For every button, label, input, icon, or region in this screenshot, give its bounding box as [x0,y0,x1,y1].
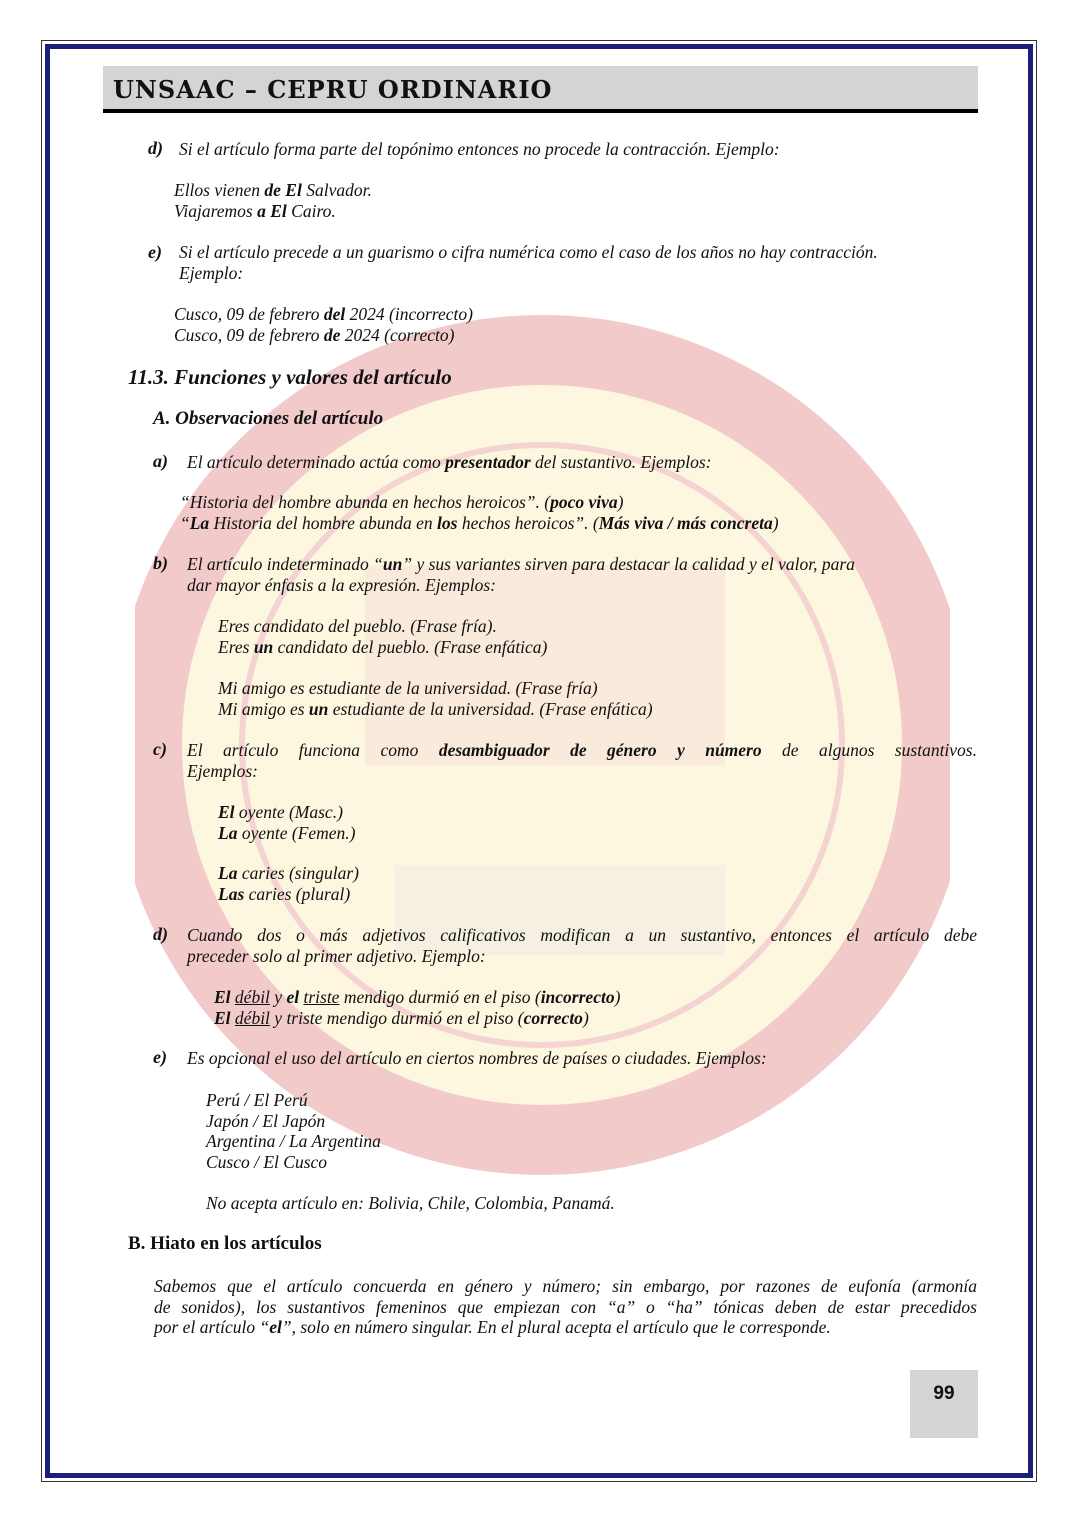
text-line [187,740,977,761]
text-run: y [269,987,287,1007]
section-title: 11.3. Funciones y valores del artículo [128,365,452,389]
item-label: b) [153,553,168,573]
text-line [180,513,779,534]
text-run: Ejemplos: [187,760,258,781]
text-line [206,1090,381,1111]
item-text [187,1048,767,1069]
text-line [218,637,547,658]
text-run: caries (singular) [237,863,359,883]
text-line [187,452,711,473]
text-run: hechos heroicos”. ( [457,512,599,533]
text-line [218,699,653,720]
text-run: 2024 (correcto) [340,324,455,345]
text-line [206,1193,615,1214]
bold-text: incorrecto [540,987,615,1007]
text-run: y triste mendigo durmió en el piso ( [269,1007,524,1028]
text-line [187,946,977,967]
text-run: candidato del pueblo. (Frase enfática) [273,636,548,657]
examples [174,304,473,345]
text-run: ) [614,987,621,1007]
text-line [154,1317,977,1338]
subsection-title: A. Observaciones del artículo [153,408,384,429]
bold-text: Las [218,883,245,904]
text-line [187,925,977,946]
bold-text: el [286,987,300,1007]
bold-text: correcto [523,1007,583,1028]
text-run: Perú / El Perú [206,1090,308,1110]
text-line [174,325,473,346]
examples [206,1090,381,1173]
bold-text: desambiguador de género y número [438,740,762,760]
text-run: preceder solo al primer adjetivo. Ejemplo: [187,945,486,966]
text-run: Cusco / El Cusco [206,1152,328,1173]
text-run: Eres [218,636,254,657]
text-run: Japón / El Japón [206,1110,326,1131]
bold-text: un [253,636,274,657]
text-line [179,263,878,284]
examples [218,863,359,904]
text-line [218,616,547,637]
text-run: dar mayor énfasis a la expresión. Ejemplos: [187,574,496,595]
bold-text: a El [257,200,287,221]
text-line [154,1276,977,1297]
text-line [218,678,653,699]
text-run: “ [180,512,190,533]
examples [218,802,356,843]
text-run: Sabemos que el artículo concuerda en género y número; sin embargo, por razones de eufonía (armonía [154,1276,977,1296]
bold-text: los [437,512,458,533]
item-label: e) [153,1047,167,1067]
item-text [187,740,977,781]
examples [218,678,653,719]
text-run: No acepta artículo en: Bolivia, Chile, Colombia, Panamá. [206,1193,615,1213]
text-line [187,554,855,575]
text-run: Cusco, 09 de febrero [174,304,324,324]
text-run: El artículo funciona como [187,740,439,760]
text-run: Historia del hombre abunda en [209,512,437,533]
text-run: por el artículo “ [154,1317,270,1338]
underlined-text: débil [234,987,270,1007]
item-label: a) [153,451,168,471]
text-run: Si el artículo forma parte del topónimo entonces no procede la contracción. Ejemplo: [179,139,780,159]
header-title: UNSAAC – CEPRU ORDINARIO [113,75,553,104]
text-line [214,987,620,1008]
text-run: de algunos sustantivos. [761,740,977,760]
text-line [174,201,372,222]
text-line [187,761,977,782]
note [206,1193,615,1214]
bold-text: presentador [445,452,531,472]
text-run: 2024 (incorrecto) [345,304,473,324]
text-run: ) [617,492,624,512]
text-line [218,823,356,844]
examples [214,987,620,1028]
text-line [218,884,359,905]
text-run: oyente (Femen.) [237,822,356,843]
bold-text: un [382,554,403,574]
text-run: Ellos vienen [174,180,265,200]
bold-text: de [323,324,341,345]
text-run: de sonidos), los sustantivos femeninos que empiezan con “a” o “ha” tónicas deben de estar precedidos [154,1296,977,1317]
item-text [187,554,855,595]
text-run: ) [772,512,779,533]
text-run: Eres candidato del pueblo. (Frase fría). [218,616,497,636]
bold-text: poco viva [550,492,618,512]
text-run: Ejemplo: [179,262,244,283]
text-run: Si el artículo precede a un guarismo o cifra numérica como el caso de los años no hay contracción. [179,242,878,262]
item-text [187,925,977,966]
bold-text: La [189,512,210,533]
underlined-text: débil [234,1007,270,1028]
bold-text: El [214,1007,231,1028]
bold-text: de El [264,180,302,200]
bold-text: El [218,802,235,822]
item-label: c) [153,739,167,759]
text-run: Cuando dos o más adjetivos calificativos modifican a un sustantivo, entonces el artículo debe [187,925,977,945]
text-run: del sustantivo. Ejemplos: [530,452,712,472]
text-line [214,1008,620,1029]
text-line [154,1297,977,1318]
text-line [206,1131,381,1152]
item-text [187,452,711,473]
text-run: El artículo determinado actúa como [187,452,446,472]
text-run: “Historia del hombre abunda en hechos heroicos”. ( [180,492,551,512]
text-line [180,492,779,513]
underlined-text: triste [303,987,340,1007]
text-run: ”, solo en número singular. En el plural acepta el artículo que le corresponde. [281,1317,831,1338]
bold-text: La [218,822,238,843]
examples [180,492,779,533]
examples [218,616,547,657]
text-run: Viajaremos [174,200,258,221]
text-run: Mi amigo es estudiante de la universidad. (Frase fría) [218,678,598,698]
bold-text: del [323,304,346,324]
text-run: El artículo indeterminado “ [187,554,383,574]
text-run: estudiante de la universidad. (Frase enfática) [328,698,653,719]
text-line [218,863,359,884]
text-line [179,139,780,160]
text-run: Cusco, 09 de febrero [174,324,324,345]
text-run: Mi amigo es [218,698,309,719]
text-run: ” y sus variantes sirven para destacar la calidad y el valor, para [402,554,855,574]
examples [174,180,372,221]
text-line [218,802,356,823]
subsection-title: B. Hiato en los artículos [128,1233,322,1254]
bold-text: el [269,1317,282,1338]
text-line [174,180,372,201]
item-label: e) [148,242,162,262]
text-line [187,575,855,596]
text-run: Argentina / La Argentina [206,1131,381,1152]
item-text [179,242,878,283]
item-text [179,139,780,160]
page-number: 99 [910,1370,978,1438]
text-run: mendigo durmió en el piso ( [339,987,541,1007]
text-run: Es opcional el uso del artículo en ciertos nombres de países o ciudades. Ejemplos: [187,1048,767,1068]
text-run: Salvador. [301,180,372,200]
bold-text: El [214,987,231,1007]
text-line [206,1152,381,1173]
page-header [103,66,978,113]
bold-text: La [218,863,238,883]
text-run: Cairo. [286,200,336,221]
text-line [187,1048,767,1069]
text-run: ) [582,1007,589,1028]
bold-text: un [308,698,329,719]
bold-text: Más viva / más concreta [598,512,773,533]
text-run: caries (plural) [244,883,351,904]
item-label: d) [148,138,163,158]
paragraph [154,1276,977,1338]
item-label: d) [153,924,168,944]
text-run: oyente (Masc.) [234,802,343,822]
text-line [179,242,878,263]
text-line [174,304,473,325]
text-line [206,1111,381,1132]
